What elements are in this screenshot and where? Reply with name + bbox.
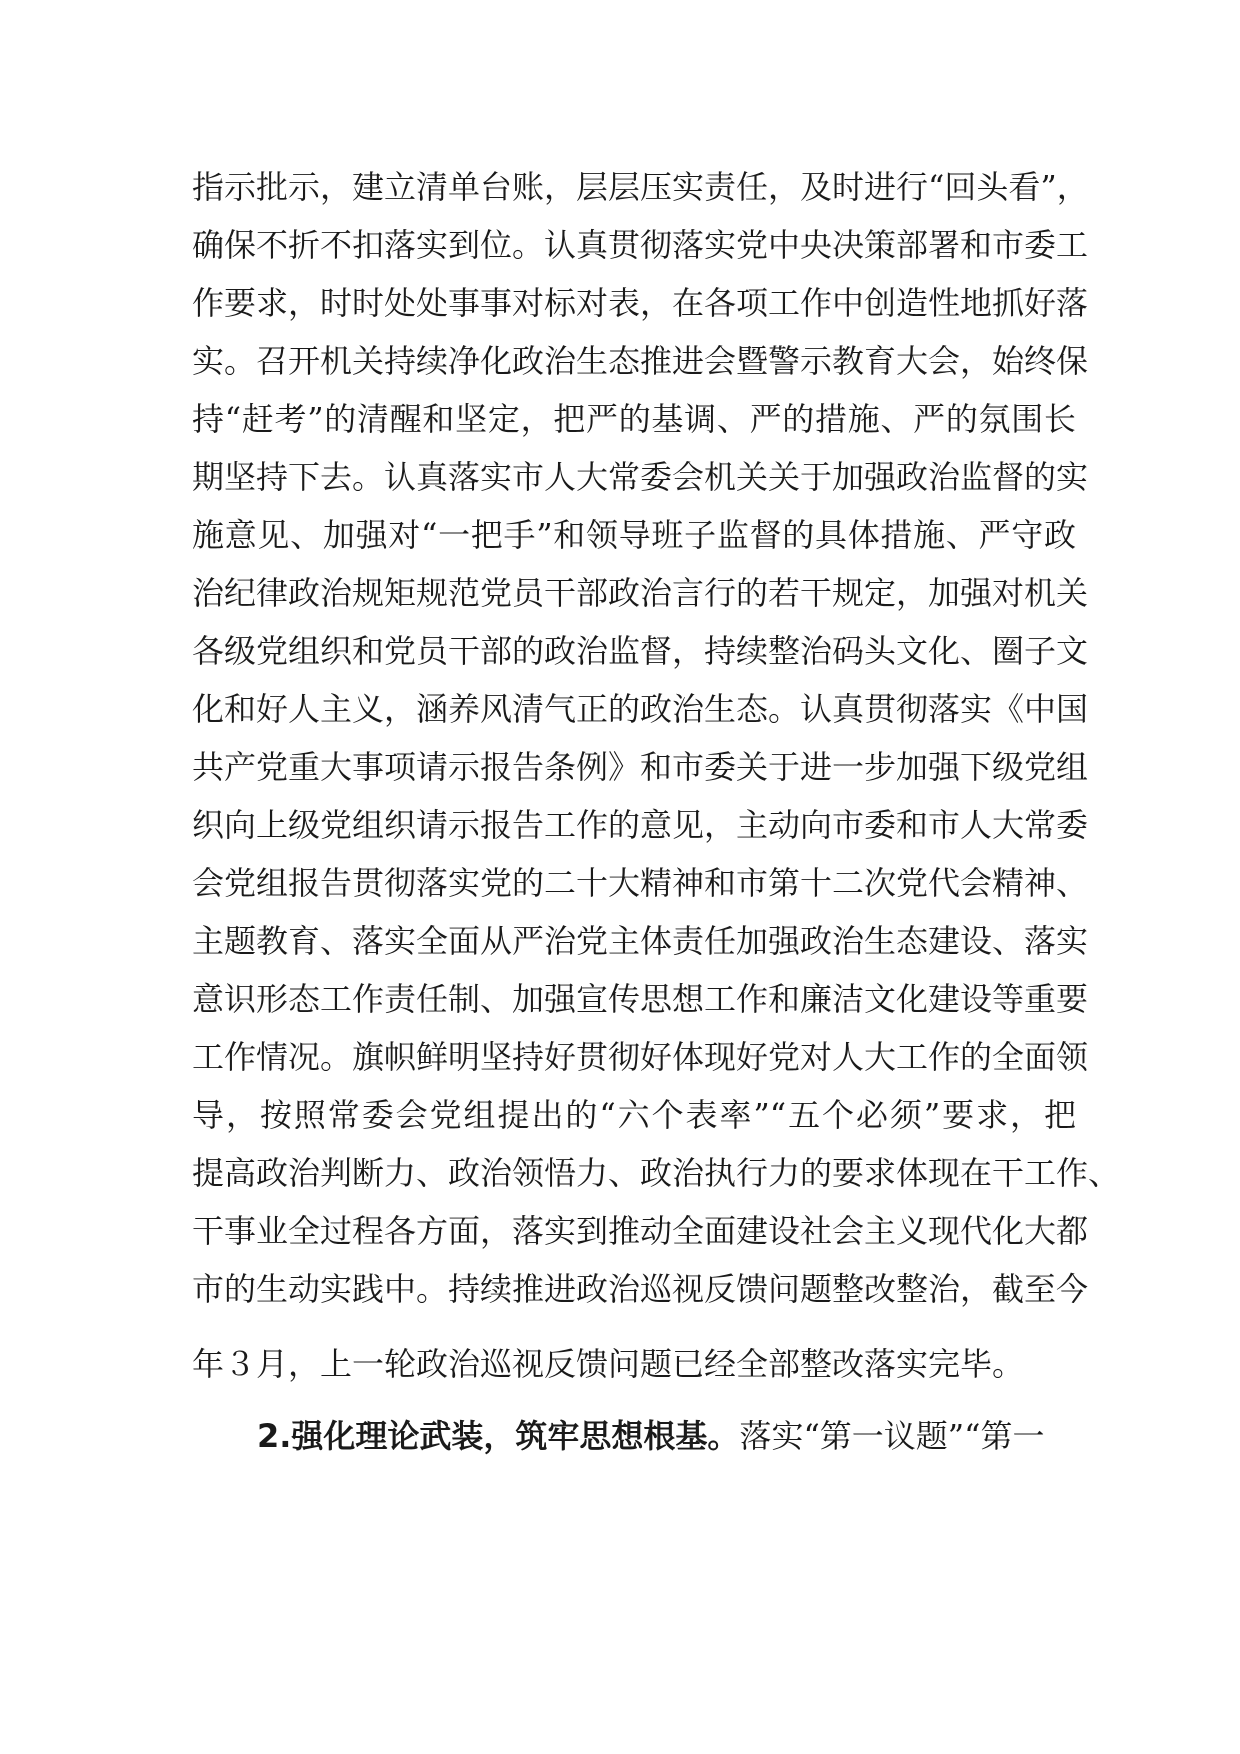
paragraph-line: 织向上级党组织请示报告工作的意见，主动向市委和市人大常委 (192, 806, 1089, 844)
paragraph-line: 主题教育、落实全面从严治党主体责任加强政治生态建设、落实 (192, 922, 1089, 960)
paragraph-line: 作要求，时时处处事事对标对表，在各项工作中创造性地抓好落 (192, 284, 1089, 322)
paragraph-line: 意识形态工作责任制、加强宣传思想工作和廉洁文化建设等重要 (192, 980, 1089, 1018)
paragraph-line: 工作情况。旗帜鲜明坚持好贯彻好体现好党对人大工作的全面领 (192, 1038, 1089, 1076)
paragraph-line: 各级党组织和党员干部的政治监督，持续整治码头文化、圈子文 (192, 632, 1089, 670)
paragraph-body (192, 158, 1121, 1393)
paragraph-line: 干事业全过程各方面，落实到推动全面建设社会主义现代化大都 (192, 1212, 1089, 1250)
paragraph-line: 共产党重大事项请示报告条例》和市委关于进一步加强下级党组 (192, 748, 1089, 786)
paragraph-line: 指示批示，建立清单台账，层层压实责任，及时进行“回头看”， (192, 168, 1089, 206)
section-paragraph (257, 1407, 1077, 1465)
paragraph-line: 导，按照常委会党组提出的“六个表率”“五个必须”要求，把 (192, 1096, 1076, 1134)
paragraph-line: 化和好人主义，涵养风清气正的政治生态。认真贯彻落实《中国 (192, 690, 1089, 728)
section-heading: 2.强化理论武装，筑牢思想根基。 (257, 1417, 740, 1455)
paragraph-line: 确保不折不扣落实到位。认真贯彻落实党中央决策部署和市委工 (192, 226, 1089, 264)
paragraph-line: 市的生动实践中。持续推进政治巡视反馈问题整改整治，截至今 (192, 1270, 1089, 1308)
paragraph-line: 施意见、加强对“一把手”和领导班子监督的具体措施、严守政 (192, 516, 1076, 554)
paragraph-line: 治纪律政治规矩规范党员干部政治言行的若干规定，加强对机关 (192, 574, 1089, 612)
paragraph-line: 会党组报告贯彻落实党的二十大精神和市第十二次党代会精神、 (192, 864, 1089, 902)
paragraph-line: 持“赶考”的清醒和坚定，把严的基调、严的措施、严的氛围长 (192, 400, 1076, 438)
section-text: 落实“第一议题”“第一 (739, 1417, 1045, 1455)
paragraph-line: 期坚持下去。认真落实市人大常委会机关关于加强政治监督的实 (192, 458, 1089, 496)
paragraph-line: 实。召开机关持续净化政治生态推进会暨警示教育大会，始终保 (192, 342, 1089, 380)
paragraph-line: 提高政治判断力、政治领悟力、政治执行力的要求体现在干工作、 (192, 1154, 1121, 1192)
paragraph-last-line: 年３月，上一轮政治巡视反馈问题已经全部整改落实完毕。 (192, 1345, 1025, 1383)
